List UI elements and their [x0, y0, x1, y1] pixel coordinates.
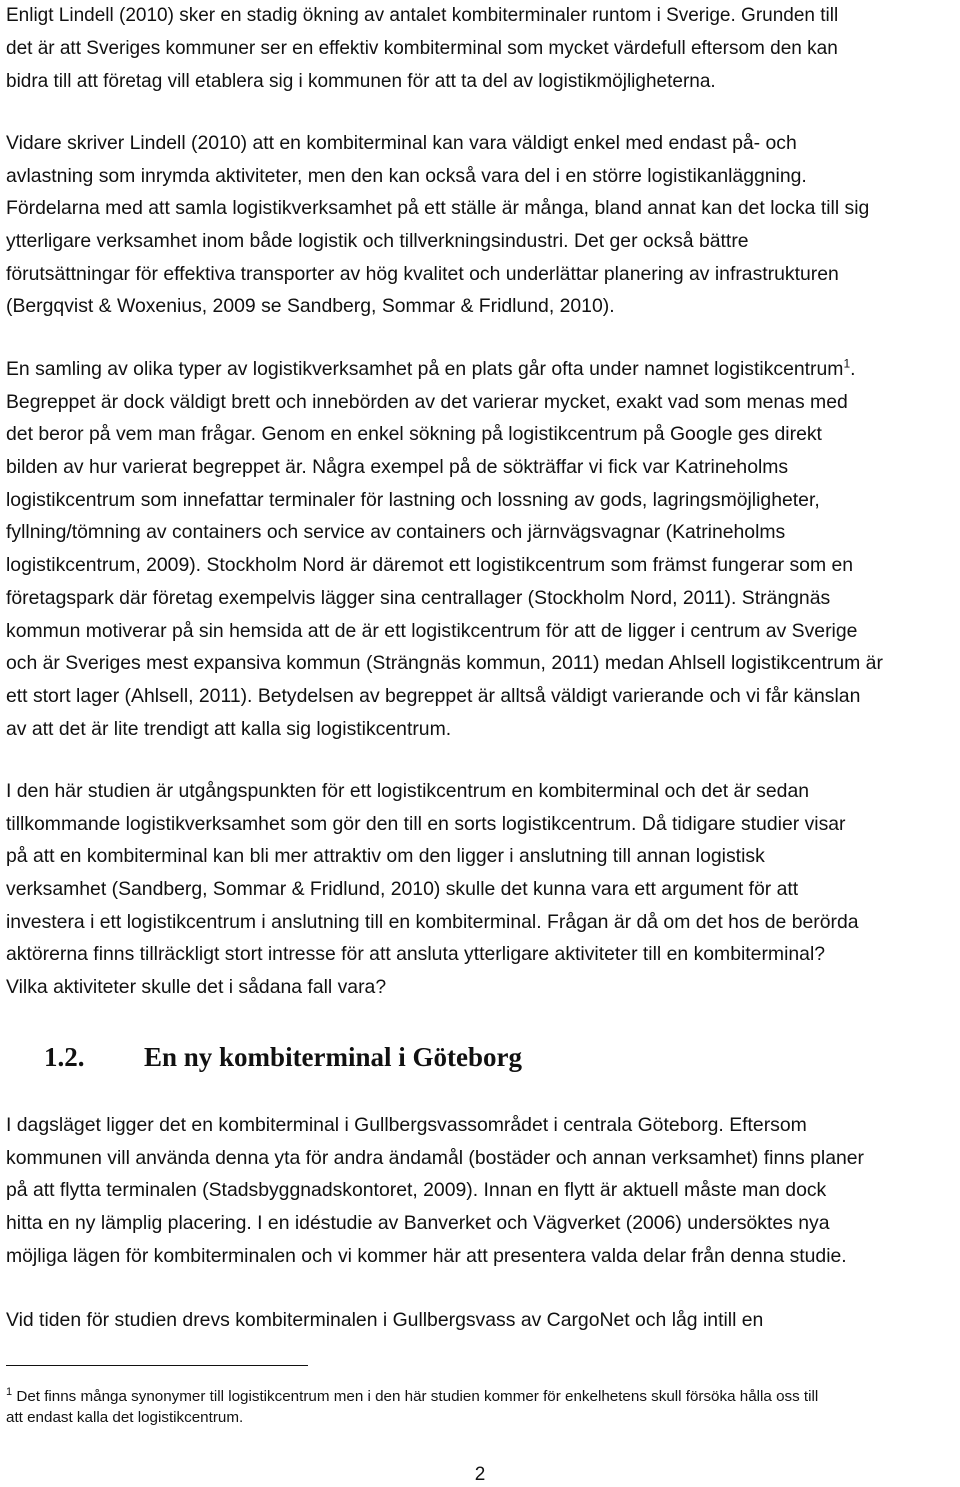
section-title: En ny kombiterminal i Göteborg	[144, 1042, 523, 1072]
footnote-line: att endast kalla det logistikcentrum.	[6, 1409, 244, 1426]
text-line: kommun motiverar på sin hemsida att de är ett logistikcentrum för att de ligger i centrum av Sverige	[6, 619, 858, 642]
paragraph-cargonet	[6, 1304, 956, 1337]
footnote	[6, 1379, 956, 1431]
text-line: logistikcentrum som innefattar terminaler för lastning och lossning av gods, lagringsmöjligheter,	[6, 488, 820, 511]
paragraph-logistikcentrum	[6, 353, 956, 745]
text-line: av att det är lite trendigt att kalla sig logistikcentrum.	[6, 717, 452, 740]
text-line	[6, 353, 956, 386]
text-line: bilden av hur varierat begreppet är. Några exempel på de sökträffar vi fick var Katrineholms	[6, 456, 789, 479]
text-line: hitta en ny lämplig placering. I en idéstudie av Banverket och Vägverket (2006) undersöktes nya	[6, 1212, 830, 1235]
text-line: kommunen vill använda denna yta för andra ändamål (bostäder och annan verksamhet) finns planer	[6, 1146, 865, 1169]
text-line: Fördelarna med att samla logistikverksamhet på ett ställe är många, bland annat kan det locka till sig	[6, 197, 870, 220]
text-line-content: En samling av olika typer av logistikverksamhet på en plats går ofta under namnet logistikcentrum	[6, 358, 844, 380]
text-line: I dagsläget ligger det en kombiterminal i Gullbergsvassområdet i centrala Göteborg. Eftersom	[6, 1114, 807, 1136]
text-line: avlastning som inrymda aktiviteter, men den kan också vara del i en större logistikanläggning.	[6, 164, 807, 187]
text-line: och är Sveriges mest expansiva kommun (Strängnäs kommun, 2011) medan Ahlsell logistikcentrum är	[6, 652, 883, 675]
text-line: ytterligare verksamhet inom både logistik och tillverkningsindustri. Det ger också bättre	[6, 230, 749, 253]
paragraph-lindell	[6, 127, 956, 323]
text-line: I den här studien är utgångspunkten för ett logistikcentrum en kombiterminal och det är sedan	[6, 780, 810, 802]
paragraph-intro	[6, 0, 956, 98]
text-line: Enligt Lindell (2010) sker en stadig ökning av antalet kombiterminaler runtom i Sverige. Grunden till	[6, 5, 839, 26]
text-line: verksamhet (Sandberg, Sommar & Fridlund, 2010) skulle det kunna vara ett argument för att	[6, 878, 799, 901]
footnote-separator	[6, 1365, 308, 1366]
text-line: bidra till att företag vill etablera sig i kommunen för att ta del av logistikmöjligheterna.	[6, 71, 716, 92]
text-line: det beror på vem man frågar. Genom en enkel sökning på logistikcentrum på Google ges direkt	[6, 423, 822, 446]
footnote-line	[6, 1379, 956, 1405]
footnote-reference-trailing: .	[850, 358, 856, 380]
text-line: tillkommande logistikverksamhet som gör den till en sorts logistikcentrum. Då tidigare studier visar	[6, 812, 846, 835]
text-line: Vid tiden för studien drevs kombiterminalen i Gullbergsvass av CargoNet och låg intill en	[6, 1309, 764, 1331]
text-line: företagspark där företag exempelvis lägger sina centrallager (Stockholm Nord, 2011). Strängnäs	[6, 586, 831, 609]
text-line: investera i ett logistikcentrum i anslutning till en kombiterminal. Frågan är då om det hos de berörda	[6, 910, 859, 933]
footnote-text: Det finns många synonymer till logistikcentrum men i den här studien kommer för enkelhetens skull försöka hålla oss till	[12, 1388, 819, 1405]
text-line: det är att Sveriges kommuner ser en effektiv kombiterminal som mycket värdefull eftersom den kan	[6, 38, 838, 59]
text-line: på att flytta terminalen (Stadsbyggnadskontoret, 2009). Innan en flytt är aktuell måste man dock	[6, 1179, 827, 1202]
text-line: på att en kombiterminal kan bli mer attraktiv om den ligger i anslutning till annan logistisk	[6, 845, 765, 868]
footnote-reference[interactable]: 1	[843, 356, 851, 371]
section-heading	[44, 1035, 522, 1079]
page-number: 2	[474, 1464, 486, 1485]
text-line: logistikcentrum, 2009). Stockholm Nord är däremot ett logistikcentrum som främst fungerar som en	[6, 554, 854, 577]
text-line: Begreppet är dock väldigt brett och innebörden av det varierar mycket, exakt vad som menas med	[6, 390, 848, 413]
footnote-marker: 1	[6, 1386, 13, 1398]
section-number: 1.2.	[44, 1042, 85, 1072]
text-line: möjliga lägen för kombiterminalen och vi kommer här att presentera valda delar från denna studie.	[6, 1244, 847, 1267]
text-line: Vilka aktiviteter skulle det i sådana fall vara?	[6, 976, 387, 999]
text-line: ett stort lager (Ahlsell, 2011). Betydelsen av begreppet är alltså väldigt varierande och vi får känslan	[6, 684, 861, 707]
text-line: Vidare skriver Lindell (2010) att en kombiterminal kan vara väldigt enkel med endast på- och	[6, 132, 797, 154]
text-line: fyllning/tömning av containers och service av containers och järnvägsvagnar (Katrineholms	[6, 521, 786, 544]
text-line: (Bergqvist & Woxenius, 2009 se Sandberg, Sommar & Fridlund, 2010).	[6, 295, 615, 318]
text-line: aktörerna finns tillräckligt stort intresse för att ansluta ytterligare aktiviteter till en kombiterminal?	[6, 943, 826, 966]
text-line: förutsättningar för effektiva transporter av hög kvalitet och underlättar planering av infrastrukturen	[6, 262, 839, 285]
paragraph-gullbergsvass	[6, 1109, 956, 1272]
paragraph-study-starting-point	[6, 775, 956, 1004]
